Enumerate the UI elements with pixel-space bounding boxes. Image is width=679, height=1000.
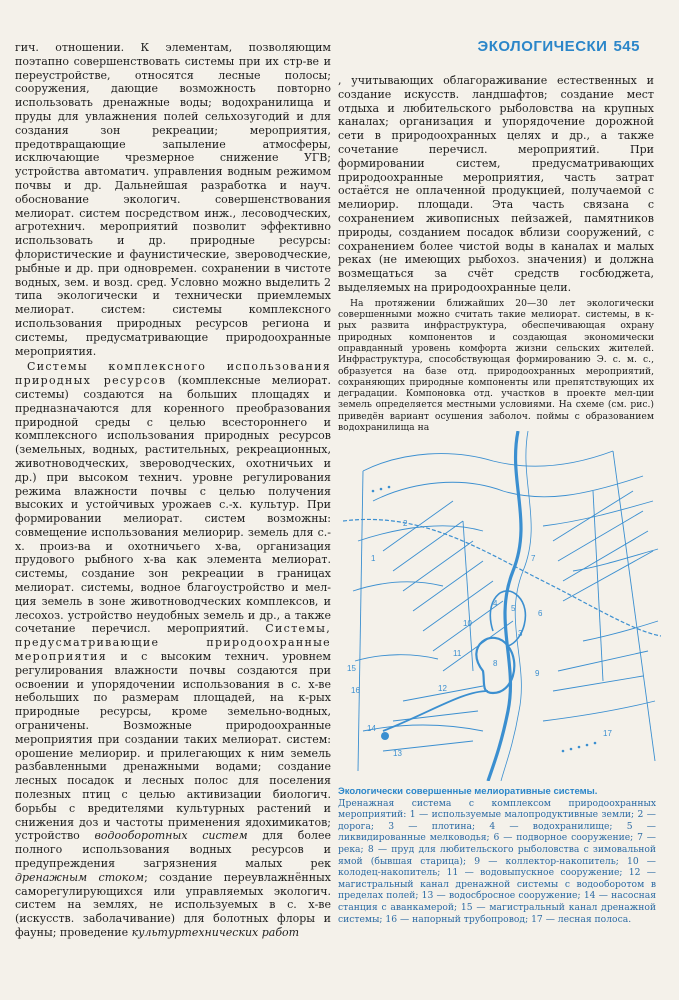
map-label-10: 10	[463, 619, 472, 628]
drain-line	[393, 711, 478, 721]
term-drainage-runoff: дренажным стоком	[15, 870, 145, 884]
contour-line	[363, 725, 483, 731]
map-label-6: 6	[538, 609, 543, 618]
road	[343, 519, 661, 636]
caption-title: Экологически совершенные мелиоративные системы.	[338, 786, 598, 797]
right-column	[338, 74, 654, 433]
contour-line	[355, 655, 438, 661]
pump-station	[381, 732, 389, 740]
map-label-8: 8	[493, 659, 498, 668]
map-label-3: 3	[518, 629, 523, 638]
map-label-7: 7	[531, 554, 536, 563]
left-paragraph-1: гич. отношении. К элементам, позволяющим поэтапно совершенствовать системы при их стр-ве и переустройстве, относятся лесные полосы; сооружения, дающие возможность повторно использовать дренажные воды; водохранилища и пруды для увлажнения полей сельхозугодий и для создания зон рекреации; мероприятия, предотвращающие запыление атмосферы, исключающие чрезмерное снижение УГВ; устройства автоматич. управления водным режимом почвы и др. Дальнейшая разработка и науч. обоснование экологич. совершенствования мелиорат. систем посредством инж., лесоводческих, агротехнич. мероприятий позволит эффективно использовать и др. природные ресурсы: флористические и фаунистические, звероводческие, рыбные и др. при одновремен. сохранении в чистоте водных, зем. и возд. сред. Условно можно выделить 2 типа экологически и технически приемлемых мелиорат. систем: системы комплексного использования природных ресурсов региона и системы, предусматривающие природоохранные мероприятия.	[15, 41, 331, 358]
term-water-recycling: водооборотных систем	[94, 829, 248, 843]
drain-line	[563, 551, 653, 601]
field-boundary	[358, 471, 363, 771]
figure-caption	[338, 786, 656, 925]
forest-strip-tree	[594, 742, 597, 745]
forest-strip-tree	[388, 486, 391, 489]
forest-strip-tree	[562, 750, 565, 753]
map-label-15: 15	[347, 664, 356, 673]
right-paragraph-1: , учитывающих облагораживание естественных и создание искусств. ландшафтов; создание мест отдыха и любительского рыболовства на крупных каналах; организация и упорядочение дорожной сети в природоохранных целях и др., а также сочетание перечисл. мероприятий. При формировании систем, предусматривающих природоохранные мероприятия, часть затрат остаётся не оплаченной продукцией, получаемой с мелиорир. площади. Эта часть связана с сохранением живописных пейзажей, памятников природы, созданием посадок вблизи сооружений, с сохранением более чистой воды в каналах и малых реках (не имеющих рыбохоз. значения) и должна возмещаться за счёт средств госбюджета, выделяемых на природоохранные цели.	[338, 74, 654, 294]
contour-line	[543, 501, 653, 526]
forest-strip-tree	[570, 748, 573, 751]
forest-strip-tree	[578, 746, 581, 749]
complex-systems-text: (комплексные мелиорат. системы) создаются на больших площадях и предназначаются для коренного преобразования природной среды с целью всестороннего и комплексного использования природных ресурсов (земельных, водных, растительных, рекреационных, животноводческих, звероводческих, охотничьих и др.) при высоком технич. уровне регулирования режима влажности почвы с целью получения высоких и устойчивых урожаев с.-х. культур. При формировании мелиорат. систем возможны: совмещение использования мелиорир. земель для с.-х. произ-ва и охотничьего х-ва, организация прудового рыбного х-ва как элемента мелиорат. системы, создание зон рекреации в границах мелиорат. системы, водное благоустройство и мел-ция земель в зоне животноводческих комплексов, и лесохоз. устройство неудобных земель и др., а также сочетание перечисл. мероприятий.	[15, 374, 331, 636]
drain-line	[553, 676, 643, 691]
drain-line	[413, 561, 483, 611]
heading-protective-systems: Системы, предусматривающие природоохранные мероприятия	[15, 622, 331, 664]
map-label-14: 14	[367, 724, 376, 733]
running-header	[440, 38, 640, 55]
contour-line	[363, 451, 613, 471]
protective-systems-text-3: ; создание переувлажнённых саморегулирующихся или управляемых экологич. систем на землях, не используемых в с. х-ве (искусств. заболачивание) для болотных флоры и фауны; проведение	[15, 870, 331, 939]
term-cultural-works: культуртехнических работ	[131, 926, 300, 939]
protective-systems-text: и с высоким технич. уровнем регулирования влажности почвы создаются при освоении и упорядочении использования в с. х-ве небольших по размерам площадей, на к-рых природные ресурсы, кроме земельно-водных, ограничены. Возможные природоохранные мероприятия при создании таких мелиорат. систем: орошение мелиорир. и прилегающих к ним земель разбавленными дренажными водами; создание лесных посадок и лесных полос для поселения полезных птиц с целью активизации биологич. борьбы с вредителями культурных растений и снижения доз и частоты применения ядохимикатов; устройство	[15, 650, 331, 843]
map-label-13: 13	[393, 749, 402, 758]
map-label-16: 16	[351, 686, 360, 695]
map-label-9: 9	[535, 669, 540, 678]
map-label-1: 1	[371, 554, 376, 563]
map-label-11: 11	[453, 649, 462, 658]
field-boundary	[593, 491, 603, 681]
drainage-scheme-figure	[343, 431, 661, 781]
caption-body: Дренажная система с комплексом природоохранных мероприятий: 1 — используемые малопродуктивные земли; 2 — дорога; 3 — плотина; 4 — водохранилище; 5 — ликвидированные мелководья; 6 — подворное сооружение; 7 — река; 8 — пруд для любительского рыболовства с зимовальной ямой (бывшая старица); 9 — коллектор-накопитель; 10 — колодец-накопитель; 11 — водовыпускное сооружение; 12 — магистральный канал дренажной системы с водооборотом в пределах полей; 13 — водосбросное сооружение; 14 — насосная станция с аванкамерой; 15 — магистральный канал дренажной системы; 16 — напорный трубопровод; 17 — лесная полоса.	[338, 797, 656, 925]
map-label-4: 4	[493, 599, 498, 608]
field-boundary	[613, 451, 655, 761]
contour-line	[373, 476, 643, 501]
left-column	[15, 41, 331, 940]
page-number: 545	[613, 38, 640, 55]
section-title: ЭКОЛОГИЧЕСКИ	[477, 38, 608, 55]
drain-line	[558, 511, 643, 561]
drain-line	[403, 541, 473, 591]
contour-line	[353, 582, 443, 591]
drain-line	[423, 581, 493, 631]
contour-line	[543, 701, 655, 721]
map-label-12: 12	[438, 684, 447, 693]
contour-line	[583, 621, 658, 641]
right-paragraph-small: На протяжении ближайших 20—30 лет экологически совершенными можно считать такие мелиорат. системы, в к-рых развита инфраструктура, обеспечивающая охрану природных компонентов и создающая экономически оправданный уровень комфорта жизни сельских жителей. Инфраструктура, способствующая формированию Э. с. м. с., образуется на базе отд. природоохранных мероприятий, сохраняющих природные компоненты или препятствующих их деградации. Компоновка отд. участков в проекте мел-ции земель определяется местными условиями. На схеме (см. рис.) приведён вариант осушения заболоч. поймы с образованием водохранилища на	[338, 297, 654, 434]
forest-strip-tree	[380, 488, 383, 491]
drain-line	[558, 651, 648, 671]
heading-complex-systems: Системы комплексного использования природных ресурсов	[15, 360, 331, 388]
map-label-17: 17	[603, 729, 612, 738]
forest-strip-tree	[586, 744, 589, 747]
map-label-2: 2	[403, 519, 408, 528]
map-label-5: 5	[511, 604, 516, 613]
protective-systems-text-2: для более полного использования водных ресурсов и предупреждения загрязнения малых рек	[15, 829, 331, 871]
forest-strip-tree	[372, 490, 375, 493]
left-paragraph-2	[15, 360, 331, 939]
